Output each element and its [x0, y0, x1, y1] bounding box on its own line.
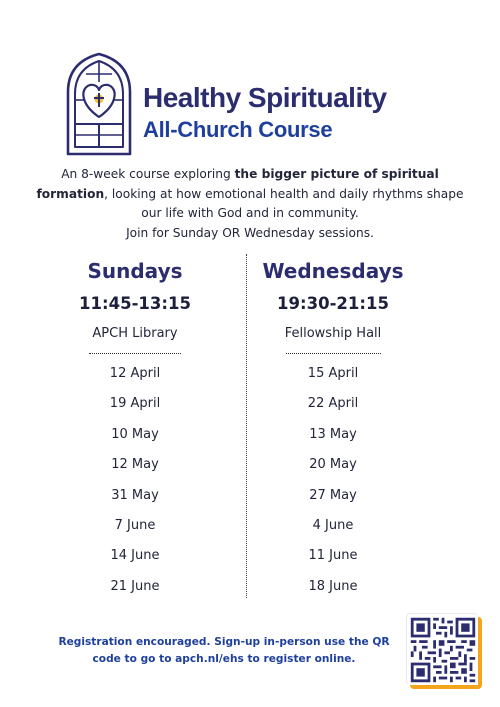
list-item: 4 June [312, 517, 354, 533]
course-subtitle: All-Church Course [143, 117, 333, 142]
wednesdays-venue: Fellowship Hall [284, 326, 382, 341]
registration-line-2: code to go to apch.nl/ehs to register online. [92, 653, 356, 665]
list-item: 12 May [111, 457, 159, 473]
sundays-date-list [35, 359, 235, 602]
intro-text-2: , looking at how emotional health and daily rhythms shape our life with God and in community. [104, 186, 464, 220]
list-item: 20 May [309, 457, 357, 473]
list-item: 19 April [109, 396, 161, 412]
list-item: 13 May [309, 426, 357, 442]
intro-paragraph [30, 165, 470, 243]
course-title: Healthy Spirituality [143, 82, 387, 113]
list-item: 18 June [308, 578, 358, 594]
wednesdays-time: 19:30-21:15 [277, 294, 389, 313]
wednesdays-date-list [233, 359, 433, 602]
intro-join-line: Join for Sunday OR Wednesday sessions. [126, 225, 374, 240]
sundays-venue: APCH Library [92, 326, 178, 341]
list-item: 7 June [114, 517, 156, 533]
list-item: 12 April [109, 366, 161, 381]
sundays-heading: Sundays [87, 259, 183, 283]
list-item: 11 June [308, 548, 358, 564]
stained-glass-window-logo-icon [66, 52, 132, 156]
qr-code[interactable] [406, 613, 482, 689]
intro-bold-text: the bigger picture of spiritual formation [36, 167, 439, 201]
wednesdays-column [233, 255, 433, 602]
wednesdays-heading: Wednesdays [262, 259, 404, 283]
registration-note [54, 634, 394, 668]
list-item: 31 May [111, 487, 159, 503]
list-item: 15 April [307, 366, 359, 381]
list-item: 10 May [111, 426, 159, 442]
list-item: 14 June [110, 548, 160, 564]
qr-card [406, 613, 478, 685]
list-item: 27 May [309, 487, 357, 503]
list-item: 21 June [110, 578, 160, 594]
sundays-time: 11:45-13:15 [79, 294, 191, 313]
qr-code-icon [408, 615, 478, 685]
registration-line-1: Registration encouraged. Sign-up in-person use the QR [58, 636, 390, 648]
sundays-column [35, 255, 235, 602]
list-item: 22 April [307, 396, 359, 412]
intro-text-1: An 8-week course exploring [61, 167, 235, 181]
wednesdays-divider [286, 353, 381, 354]
sundays-divider [89, 353, 181, 354]
